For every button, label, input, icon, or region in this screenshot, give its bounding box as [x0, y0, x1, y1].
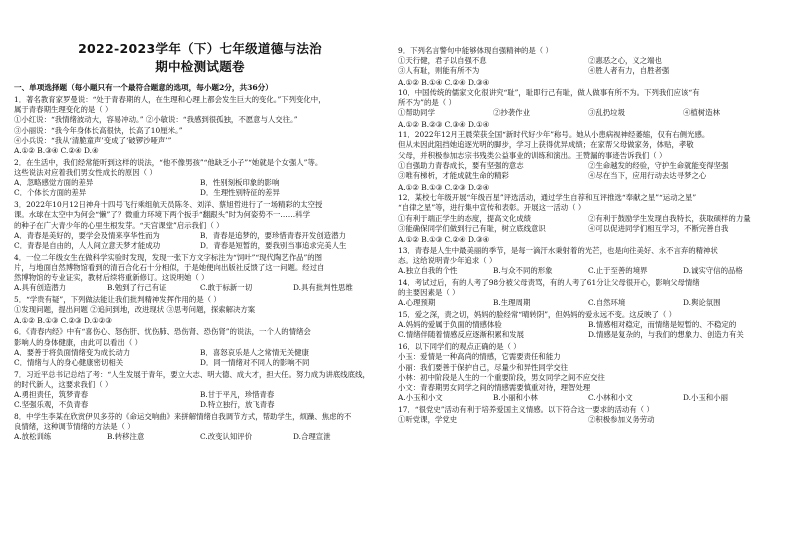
question-stem-line: 11．2022年12月王晨荣获全国“新时代好少年”称号。她从小患病视神经萎缩，仅有右侧光感。	[398, 130, 710, 140]
answer-option: A.心理预期	[398, 298, 436, 308]
question-stem-line: 6．《青春内经》中有“喜伤心、怒伤肝、忧伤肺、恐伤肾、恐伤肾”的说法，一个人的情绪会	[14, 327, 311, 337]
exam-title: 2022-2023学年（下）七年级道德与法治	[78, 41, 322, 56]
question-stem-line: 7．习近平总书记总结了考：“人生发展于青年，要立大志、明大德、成大才，担大任。努力成为讲底线底线，	[14, 369, 370, 379]
question-stem-line: 小文：青春期男女同学之间的情感需要慎重对待，理智处理	[398, 383, 591, 392]
answer-option: A.勇担责任，筑梦青春	[14, 390, 89, 400]
question-stem-line: 课。水球在太空中为何会“懒”了？微重力环境下两个扳手“翻跟头”时为何姿势不一……科学	[14, 210, 310, 220]
question-q10	[398, 78, 778, 119]
answer-option: ①有利于端正学生的态度，提高文化成绩	[398, 213, 532, 223]
answer-option: ①天行健，君子以自强不息	[398, 55, 487, 65]
answer-option: A．青春是美好的，要学会及情来享华性而为	[14, 230, 160, 240]
question-options	[14, 178, 386, 198]
answer-option: ③唯有梯析，才能成就生命的精彩	[398, 171, 509, 181]
question-q12	[398, 183, 778, 234]
answer-option: D．同一情绪对不同人的影响不同	[200, 357, 310, 367]
answer-option: ④小兵说：“我从‘清脆童声’变成了‘破锣沙哑声’”	[14, 135, 172, 145]
question-stem-line: 9．下列名言警句中能够体现自强精神的是（ ）	[398, 45, 553, 55]
question-q16	[398, 342, 778, 403]
question-stem-line: 17．“很党史”活动有利于培养爱国主义情感。以下符合这一要求的活动有（ ）	[398, 404, 654, 414]
answer-option: A.独立自我的个性	[398, 266, 458, 276]
question-stem-line: 15．爱之深，责之切，妈妈的脸经常“晴转阴”，但妈妈的爱永远不变。这反映了（ ）	[398, 309, 676, 319]
answer-option: ①听党课，学党史	[398, 415, 458, 425]
answer-option: A.①② B.③④ C.②④ D.④	[14, 146, 99, 156]
question-stem-line: 小玉：爱情是一种高尚的情感，它需要责任和能力	[398, 352, 561, 362]
question-options	[398, 415, 778, 425]
answer-option: ②生命越发的经验，守护生命就能变得坚强	[588, 160, 729, 170]
question-stem-line: 的主要因素是（ ）	[398, 288, 460, 298]
question-stem-line: 这些说法对应着我们男女性成长的原因（ ）	[14, 168, 157, 177]
question-q6	[14, 327, 386, 368]
question-options	[14, 115, 386, 156]
question-options	[14, 390, 386, 410]
question-options	[14, 283, 386, 293]
answer-option: B.小丽和小林	[493, 393, 538, 403]
answer-option: B．性别刻板印象的影响	[200, 178, 280, 188]
answer-option: C.坚强乐观，不负青春	[14, 400, 89, 410]
question-stem-line: A.①② B.②③ C.③④ D.①④	[398, 120, 490, 130]
answer-option: ①帮助同学	[398, 108, 435, 118]
answer-option: D.舆论氛围	[683, 298, 721, 308]
answer-option: B.生理周期	[493, 298, 531, 308]
answer-option: ②有利于鼓励学生发现自我特长，获取硕样的力量	[588, 213, 751, 223]
answer-option: B．喜怒哀乐是人之常情无关健康	[200, 347, 309, 357]
answer-option: C.小林和小文	[588, 393, 633, 403]
question-options	[398, 214, 778, 234]
answer-option: D.具有批判性思维	[293, 283, 353, 293]
answer-option: D．生理性别特征的差异	[200, 188, 280, 198]
answer-option: C.止于至善的境界	[588, 266, 648, 276]
answer-option: A．要善于将负面情绪变为成长动力	[14, 347, 131, 357]
question-q7	[14, 370, 386, 411]
answer-option: ②抄袭作业	[493, 108, 530, 118]
question-q5	[14, 295, 386, 326]
answer-option: A.妈妈的爱属于负面的情感体验	[398, 320, 502, 330]
answer-option: A.具有创造潜力	[14, 283, 67, 293]
question-stem-line: A.①② B.①③ C.②③ D.②④	[398, 182, 490, 192]
answer-option: ①自强助力青春成长，要有坚强的意志	[398, 160, 524, 170]
answer-option: B.转移注意	[107, 432, 145, 442]
answer-option: B.甘于平凡，珍惜青春	[200, 390, 275, 400]
question-q11	[398, 120, 778, 181]
question-q1	[14, 95, 386, 156]
answer-option: C.改变认知评价	[200, 432, 253, 442]
answer-option: D.特立独行，放飞青春	[200, 400, 275, 410]
exam-title-block	[14, 40, 386, 76]
question-stem-line: A.①② B.①③ C.②④ D.③④	[398, 235, 490, 245]
question-stem-line: 14．考试过后，有的人考了98分被父母责骂，有的人考了61分让父母很开心，影响父母情绪	[398, 277, 700, 287]
question-options	[14, 432, 386, 442]
answer-option: ②积极参加义务劳动	[588, 415, 655, 425]
answer-option: A．忽略感觉方面的差异	[14, 178, 94, 188]
answer-option: A.小玉和小文	[398, 393, 443, 403]
question-stem-line: 16．以下同学们的观点正确的是（ ）	[398, 342, 521, 352]
question-q4	[14, 253, 386, 294]
question-stem-line: A.①② B.①④ C.②④ D.③④	[398, 77, 490, 87]
question-stem-line: 4．一位二年级女生在做科学实验时发现，发现一张下方文字标注为“饲叶”“现代陶艺作品”的图	[14, 252, 323, 262]
answer-option: D.情感是复杂的，与我们的想象力、创造力有关	[588, 330, 744, 340]
question-q13	[398, 235, 778, 276]
question-stem-line: 小丽：我们要善于保护自己，尽量少和异性同学交往	[398, 362, 568, 372]
question-stem-line: 但从未因此阻挡她追逐光明的脚步，学习上获得优异成绩；在家帮父母做家务，体贴，孝敬	[398, 140, 694, 150]
answer-option: C.敢于标新一切	[200, 283, 253, 293]
answer-option: ④尽在当下，应用行动去达寻梦之心	[588, 171, 707, 181]
answer-option: C．青春是自由的，人人间立意天梦才能成功	[14, 241, 161, 251]
answer-option: D.小玉和小丽	[683, 393, 728, 403]
question-stem-line: 片，与地面自然博物馆看到的清百合化石十分相似，于是她便向出版社反馈了这一问题。经过自	[14, 262, 325, 272]
question-stem-line: 所不为”的是（ ）	[398, 98, 456, 108]
question-options	[14, 231, 386, 251]
question-stem-line: 3．2022年10月12日神舟十四号飞行乘组航天员陈冬、刘洋、蔡旭哲进行了一场精彩的太空授	[14, 200, 323, 210]
question-stem-line: 父母，并积极参加志宗书残类公益事业的训练和演出。王赞漏的事迹告诉我们（ ）	[398, 150, 667, 160]
question-stem-line: 态。这给说明青少年追求（ ）	[398, 255, 497, 265]
answer-option: ①小红说：“我情绪波动大，容易冲动。” ②小敏说：“我感到很孤独，不愿意与人交往。”	[14, 115, 298, 125]
answer-option: ①发现问题，提出问题 ②追问到地，改进现状 ③思考问题，探索解决方案	[14, 305, 256, 315]
answer-option: ③人有耻，则能有所不为	[398, 65, 480, 75]
question-stem-line: 的种子在广大青少年的心里生根发芽。“天宫课堂”启示我们（ ）	[14, 220, 224, 230]
question-options	[14, 348, 386, 368]
question-q15	[398, 310, 778, 341]
question-stem-line: 12．某校七年级开展“年级百星”评选活动，通过学生自荐和互评推选“奉献之星”“运动之星”	[398, 193, 697, 203]
question-options	[14, 305, 386, 325]
answer-option: ②惠恶之心，义之端也	[588, 55, 662, 65]
question-q14	[398, 278, 778, 309]
question-options	[398, 108, 778, 118]
answer-option: B．青春是追梦的，要珍惜青春开发创造潜力	[200, 230, 346, 240]
answer-option: A.①② B.①③ C.②③ D.①②③	[14, 315, 112, 325]
answer-option: ③小丽说：“我今年身体长高很快，长高了10厘米。”	[14, 125, 183, 135]
question-stem-line: 影响人的身体健康，由此可以看出（ ）	[14, 337, 142, 347]
question-options	[398, 298, 778, 308]
exam-subtitle: 期中检测试题卷	[155, 59, 245, 75]
answer-option: ④可以促进同学们相互学习，不断完善自我	[588, 223, 729, 233]
question-stem-line: 良情绪，这种调节情绪的方法是（ ）	[14, 422, 135, 432]
answer-option: ④植树造林	[683, 108, 720, 118]
question-stem-line: 属于青春期生理变化的是（ ）	[14, 105, 113, 115]
answer-option: ④胜人者有力，自胜者强	[588, 65, 670, 75]
question-stem-line: 10．中国传统的儒家文化很讲究“耻”，耻即行己有耻，做人做事有所不为。下列我们应该“有	[398, 87, 700, 97]
question-stem-line: 小林：初中阶段是人生的一个重要阶段，男女同学之间不应交往	[398, 372, 605, 382]
answer-option: ③能确保同学们做到行己有耻，树立底线意识	[398, 223, 546, 233]
answer-option: A.放松训练	[14, 432, 52, 442]
answer-option: B.与众不同的形象	[493, 266, 553, 276]
left-question-list	[14, 95, 386, 443]
question-q3	[14, 200, 386, 251]
answer-option: D.诚实守信的品格	[683, 266, 743, 276]
question-stem-line: 13．青春是人生中最美丽的季节，是每一滴汗水秉射着的光芒，也是向往美好、永不言弃的精神状	[398, 245, 718, 255]
answer-option: D.合理宣泄	[293, 432, 331, 442]
answer-option: C.情绪伴随着情感反应逐渐积累和发展	[398, 330, 524, 340]
question-options	[398, 266, 778, 276]
question-q9	[398, 46, 778, 77]
question-q2	[14, 158, 386, 199]
answer-option: C．个体长方面的差异	[14, 188, 87, 198]
question-stem-line: “自律之星”等，进行集中宣传和表彰。开展这一活动（ ）	[398, 203, 586, 213]
question-q8	[14, 412, 386, 443]
question-stem-line: 的时代新人，这要求我们（ ）	[14, 379, 113, 389]
answer-option: B.情感相对稳定，而情绪是短暂的、不稳定的	[588, 320, 737, 330]
question-q17	[398, 405, 778, 425]
question-options	[398, 161, 778, 181]
right-question-list	[398, 46, 778, 426]
question-stem-line: 2．在生活中，我们经常能听到这样的说法，“他不像男孩”“他缺乏小子”“她就是个女强人”等。	[14, 157, 323, 167]
question-stem-line: 然博物馆的专业证实，教材后续将重新修订。这说明她（ ）	[14, 273, 209, 283]
question-options	[398, 320, 778, 340]
question-options	[398, 393, 778, 403]
answer-option: C.自然环境	[588, 298, 626, 308]
left-column	[14, 79, 386, 443]
section-heading: 一、单项选择题（每小题只有一个最符合题意的选项，每小题2分，共36分）	[14, 83, 273, 92]
right-column	[398, 44, 778, 425]
answer-option: ③乱扔垃圾	[588, 108, 625, 118]
answer-option: B.勉到了行己有证	[107, 283, 167, 293]
question-stem-line: 8．中学生李某在欣赏伊贝多芬的《命运交响曲》来拼解情绪自我调节方式，帮助学生，烦躁、焦虑的不	[14, 412, 352, 422]
question-options	[398, 56, 778, 76]
answer-option: C．情绪与人的身心健康密切相关	[14, 357, 124, 367]
question-stem-line: 5．“学贵有疑”，下列做法能让我们批判精神发挥作用的是（ ）	[14, 295, 221, 305]
answer-option: D．青春是短暂的，要我别当事追求完美人生	[200, 241, 347, 251]
question-stem-line: 1．著名教育家罗曼说：“处于青春期的人，在生理和心理上都会发生巨大的变化。”下列变化中，	[14, 94, 326, 104]
